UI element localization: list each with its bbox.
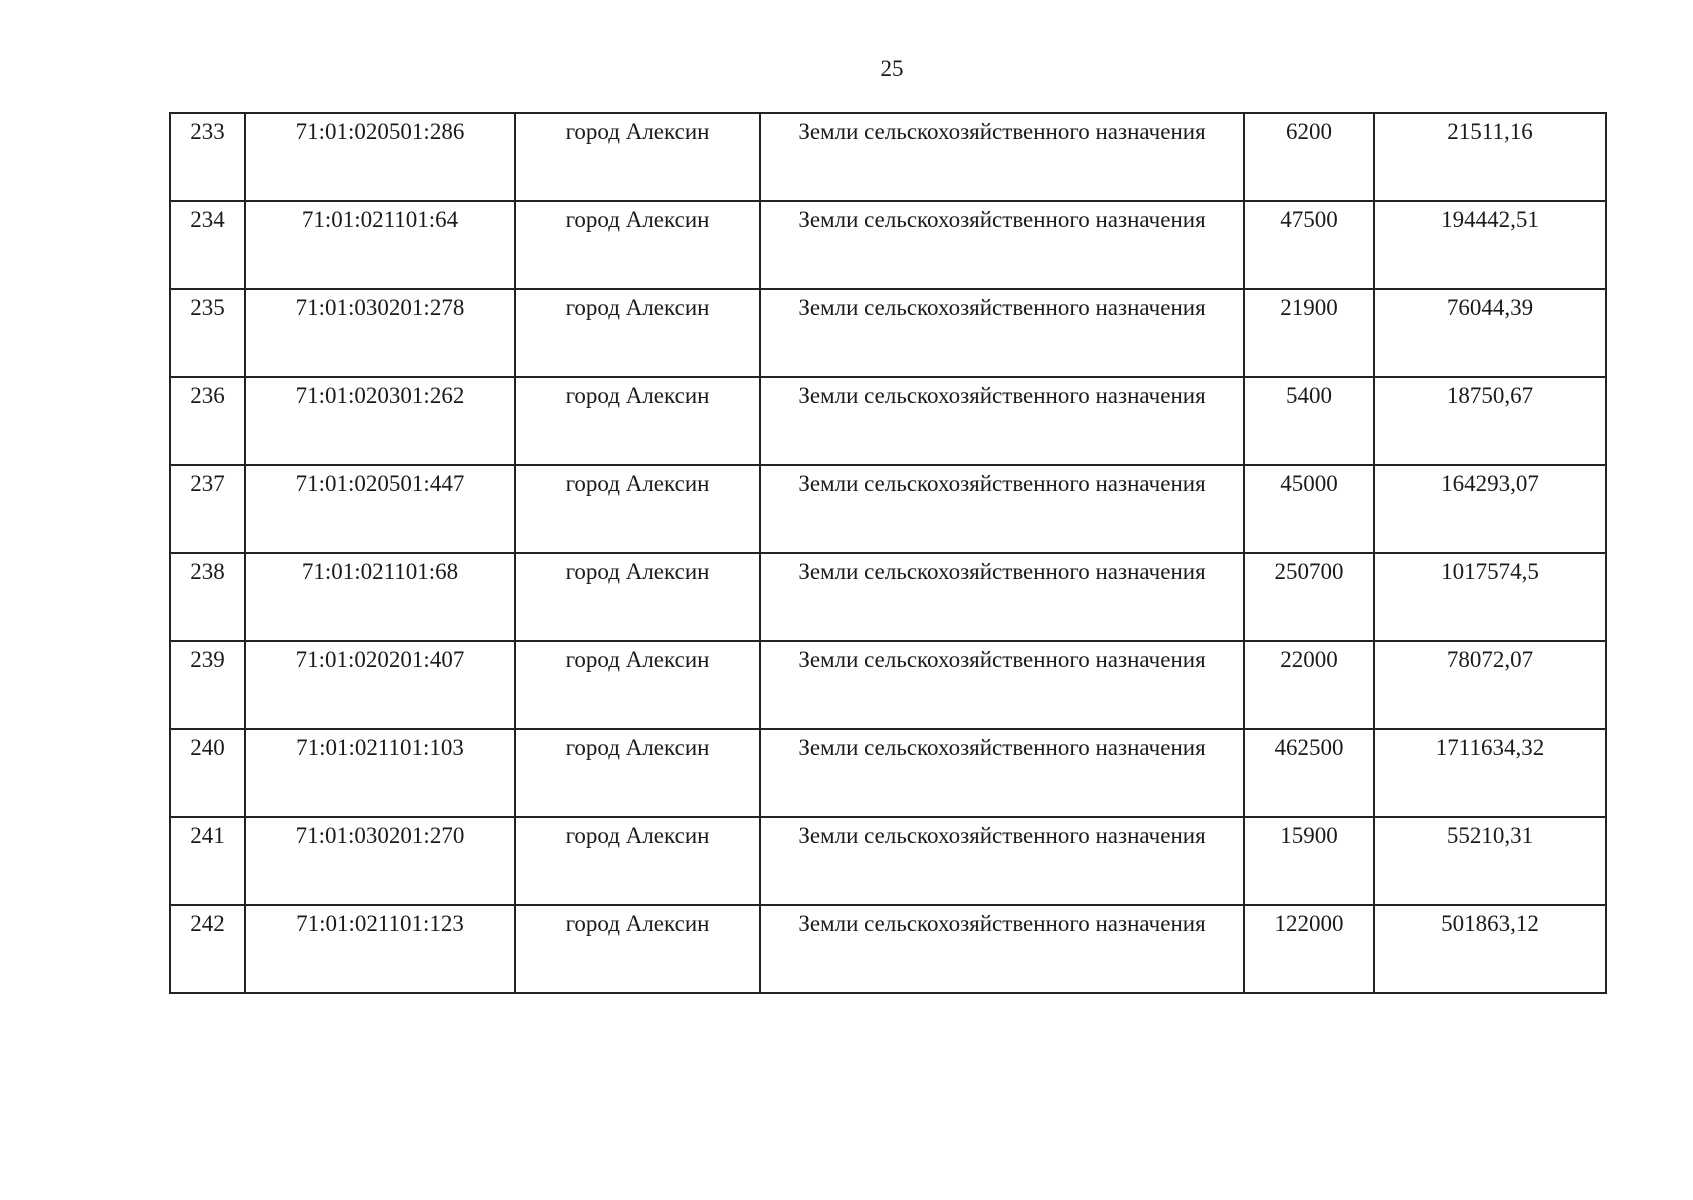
row-number-cell: 233: [170, 113, 245, 201]
page-number: 25: [880, 56, 904, 81]
cadastral-number-cell: 71:01:021101:123: [245, 905, 515, 993]
cadastral-value-cell: 21511,16: [1374, 113, 1606, 201]
cadastral-value-cell: 194442,51: [1374, 201, 1606, 289]
cadastral-value-cell: 1711634,32: [1374, 729, 1606, 817]
row-number-cell: 241: [170, 817, 245, 905]
location-cell: город Алексин: [515, 113, 760, 201]
location-cell: город Алексин: [515, 729, 760, 817]
land-category-cell: Земли сельскохозяйственного назначения: [760, 465, 1244, 553]
cadastral-value-cell: 55210,31: [1374, 817, 1606, 905]
table-row: [170, 553, 1606, 641]
land-plots-table: [169, 112, 1607, 994]
area-cell: 5400: [1244, 377, 1374, 465]
cadastral-number-cell: 71:01:020501:286: [245, 113, 515, 201]
area-cell: 22000: [1244, 641, 1374, 729]
location-cell: город Алексин: [515, 641, 760, 729]
cadastral-value-cell: 76044,39: [1374, 289, 1606, 377]
cadastral-value-cell: 501863,12: [1374, 905, 1606, 993]
location-cell: город Алексин: [515, 377, 760, 465]
land-category-cell: Земли сельскохозяйственного назначения: [760, 905, 1244, 993]
land-category-cell: Земли сельскохозяйственного назначения: [760, 289, 1244, 377]
cadastral-number-cell: 71:01:021101:64: [245, 201, 515, 289]
row-number-cell: 242: [170, 905, 245, 993]
cadastral-number-cell: 71:01:030201:278: [245, 289, 515, 377]
location-cell: город Алексин: [515, 289, 760, 377]
table-row: [170, 641, 1606, 729]
table-row: [170, 729, 1606, 817]
area-cell: 21900: [1244, 289, 1374, 377]
cadastral-number-cell: 71:01:020501:447: [245, 465, 515, 553]
area-cell: 47500: [1244, 201, 1374, 289]
row-number-cell: 238: [170, 553, 245, 641]
location-cell: город Алексин: [515, 817, 760, 905]
row-number-cell: 239: [170, 641, 245, 729]
table-row: [170, 201, 1606, 289]
table-row: [170, 817, 1606, 905]
area-cell: 250700: [1244, 553, 1374, 641]
cadastral-number-cell: 71:01:020301:262: [245, 377, 515, 465]
land-category-cell: Земли сельскохозяйственного назначения: [760, 553, 1244, 641]
row-number-cell: 236: [170, 377, 245, 465]
table-row: [170, 289, 1606, 377]
row-number-cell: 235: [170, 289, 245, 377]
table-row: [170, 465, 1606, 553]
table-row: [170, 905, 1606, 993]
area-cell: 45000: [1244, 465, 1374, 553]
row-number-cell: 237: [170, 465, 245, 553]
land-category-cell: Земли сельскохозяйственного назначения: [760, 377, 1244, 465]
cadastral-value-cell: 18750,67: [1374, 377, 1606, 465]
cadastral-value-cell: 78072,07: [1374, 641, 1606, 729]
land-category-cell: Земли сельскохозяйственного назначения: [760, 729, 1244, 817]
cadastral-value-cell: 164293,07: [1374, 465, 1606, 553]
location-cell: город Алексин: [515, 905, 760, 993]
location-cell: город Алексин: [515, 201, 760, 289]
location-cell: город Алексин: [515, 553, 760, 641]
land-category-cell: Земли сельскохозяйственного назначения: [760, 641, 1244, 729]
cadastral-number-cell: 71:01:030201:270: [245, 817, 515, 905]
cadastral-value-cell: 1017574,5: [1374, 553, 1606, 641]
area-cell: 6200: [1244, 113, 1374, 201]
table-row: [170, 113, 1606, 201]
row-number-cell: 234: [170, 201, 245, 289]
land-category-cell: Земли сельскохозяйственного назначения: [760, 817, 1244, 905]
location-cell: город Алексин: [515, 465, 760, 553]
row-number-cell: 240: [170, 729, 245, 817]
land-category-cell: Земли сельскохозяйственного назначения: [760, 201, 1244, 289]
land-category-cell: Земли сельскохозяйственного назначения: [760, 113, 1244, 201]
table-row: [170, 377, 1606, 465]
cadastral-number-cell: 71:01:021101:68: [245, 553, 515, 641]
area-cell: 122000: [1244, 905, 1374, 993]
cadastral-number-cell: 71:01:021101:103: [245, 729, 515, 817]
area-cell: 15900: [1244, 817, 1374, 905]
area-cell: 462500: [1244, 729, 1374, 817]
cadastral-number-cell: 71:01:020201:407: [245, 641, 515, 729]
